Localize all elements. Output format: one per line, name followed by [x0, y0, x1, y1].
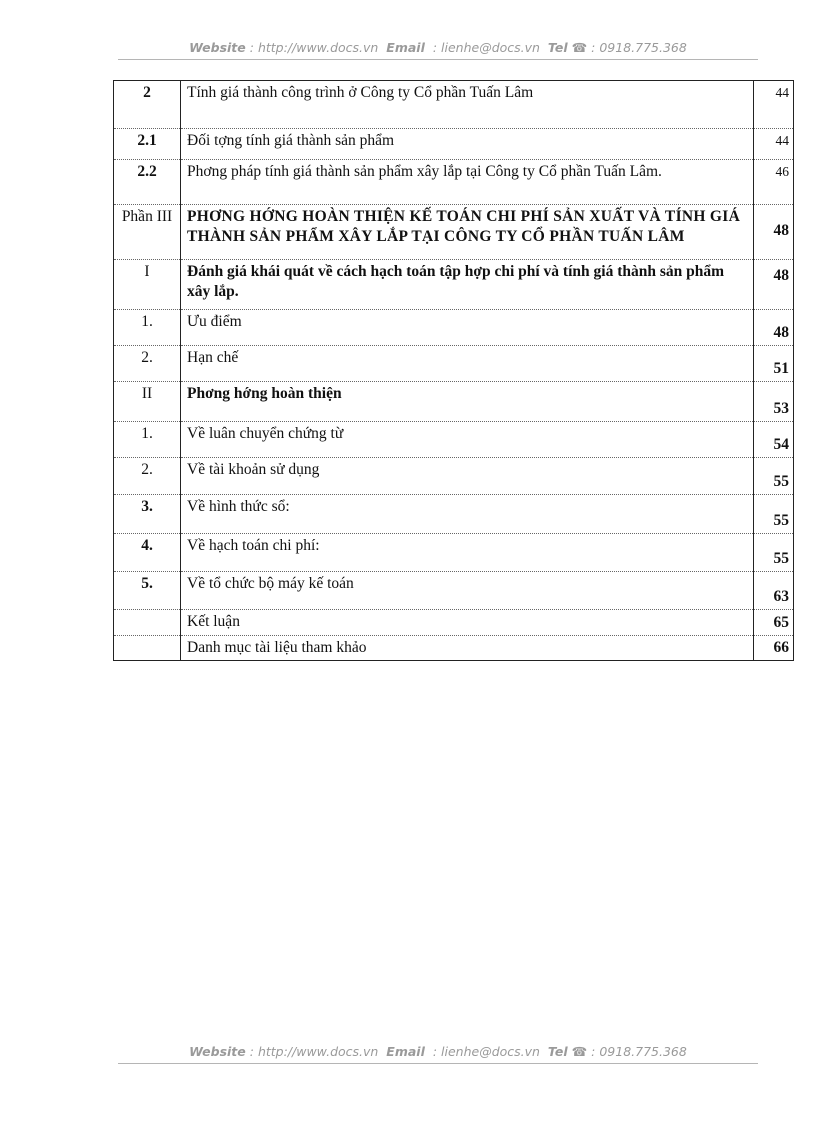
row-number: II: [114, 382, 181, 422]
row-number: [114, 610, 181, 636]
row-title: Về hình thức sổ:: [181, 495, 754, 534]
header-divider: [118, 59, 758, 60]
header-email-label: Email: [386, 40, 425, 55]
row-title: Phơng pháp tính giá thành sản phẩm xây lắp tại Công ty Cổ phần Tuấn Lâm.: [181, 160, 754, 205]
header-tel-label: Tel: [547, 40, 568, 55]
row-page: 51: [754, 346, 794, 382]
row-number: [114, 636, 181, 661]
table-of-contents: [113, 80, 794, 661]
row-number: 2.: [114, 458, 181, 495]
row-page: 53: [754, 382, 794, 422]
table-row: [114, 81, 794, 129]
footer-tel-sep: :: [587, 1044, 600, 1059]
footer-website-link[interactable]: http://www.docs.vn: [257, 1044, 379, 1059]
row-title: Về tài khoản sử dụng: [181, 458, 754, 495]
page-footer: [118, 1044, 758, 1059]
table-row: [114, 382, 794, 422]
footer-website-label: Website: [189, 1044, 246, 1059]
footer-email-link[interactable]: lienhe@docs.vn: [441, 1044, 540, 1059]
row-title: PHƠNG HỚNG HOÀN THIỆN KẾ TOÁN CHI PHÍ SẢN XUẤT VÀ TÍNH GIÁ THÀNH SẢN PHẨM XÂY LẮP TẠI CÔNG TY CỔ PHẦN TUẤN LÂM: [181, 205, 754, 260]
table-row: [114, 534, 794, 572]
row-page: 55: [754, 458, 794, 495]
table-row: [114, 495, 794, 534]
phone-icon: ☎: [571, 40, 588, 55]
row-page: 44: [754, 129, 794, 160]
footer-email-sep: :: [428, 1044, 442, 1059]
row-page: 65: [754, 610, 794, 636]
row-number: 2: [114, 81, 181, 129]
table-row: [114, 458, 794, 495]
row-title: Tính giá thành công trình ở Công ty Cổ phần Tuấn Lâm: [181, 81, 754, 129]
table-row: [114, 129, 794, 160]
row-title: Về hạch toán chi phí:: [181, 534, 754, 572]
row-number: 2.: [114, 346, 181, 382]
table-row: [114, 422, 794, 458]
row-number: 2.1: [114, 129, 181, 160]
row-number: 4.: [114, 534, 181, 572]
row-number: 3.: [114, 495, 181, 534]
header-website-label: Website: [189, 40, 246, 55]
row-page: 48: [754, 260, 794, 310]
footer-email-label: Email: [386, 1044, 425, 1059]
row-number: 5.: [114, 572, 181, 610]
header-email-link[interactable]: lienhe@docs.vn: [441, 40, 540, 55]
row-title: Đánh giá khái quát về cách hạch toán tập hợp chi phí và tính giá thành sản phẩm xây lắp.: [181, 260, 754, 310]
row-page: 48: [754, 205, 794, 260]
row-number: 1.: [114, 310, 181, 346]
table-row: [114, 310, 794, 346]
row-number: 2.2: [114, 160, 181, 205]
table-row: [114, 160, 794, 205]
footer-website-sep: :: [245, 1044, 258, 1059]
row-page: 66: [754, 636, 794, 661]
row-title: Ưu điểm: [181, 310, 754, 346]
row-title: Hạn chế: [181, 346, 754, 382]
row-page: 55: [754, 495, 794, 534]
table-row: [114, 610, 794, 636]
row-page: 48: [754, 310, 794, 346]
row-number: Phần III: [114, 205, 181, 260]
table-row: [114, 572, 794, 610]
row-page: 55: [754, 534, 794, 572]
row-number: I: [114, 260, 181, 310]
header-email-sep: :: [428, 40, 442, 55]
table-row: [114, 636, 794, 661]
header-website-sep: :: [245, 40, 258, 55]
row-page: 63: [754, 572, 794, 610]
row-number: 1.: [114, 422, 181, 458]
footer-tel-value: 0918.775.368: [599, 1044, 687, 1059]
row-title: Phơng hớng hoàn thiện: [181, 382, 754, 422]
row-page: 44: [754, 81, 794, 129]
row-title: Về luân chuyển chứng từ: [181, 422, 754, 458]
header-tel-sep: :: [587, 40, 600, 55]
header-tel-value: 0918.775.368: [599, 40, 687, 55]
row-title: Về tổ chức bộ máy kế toán: [181, 572, 754, 610]
table-row: [114, 346, 794, 382]
row-title: Đối tợng tính giá thành sản phẩm: [181, 129, 754, 160]
footer-tel-label: Tel: [547, 1044, 568, 1059]
row-title: Kết luận: [181, 610, 754, 636]
table-row: [114, 205, 794, 260]
page-header: [118, 40, 758, 55]
phone-icon: ☎: [571, 1044, 588, 1059]
row-title: Danh mục tài liệu tham khảo: [181, 636, 754, 661]
table-row: [114, 260, 794, 310]
row-page: 54: [754, 422, 794, 458]
row-page: 46: [754, 160, 794, 205]
footer-divider: [118, 1063, 758, 1064]
header-website-link[interactable]: http://www.docs.vn: [257, 40, 379, 55]
